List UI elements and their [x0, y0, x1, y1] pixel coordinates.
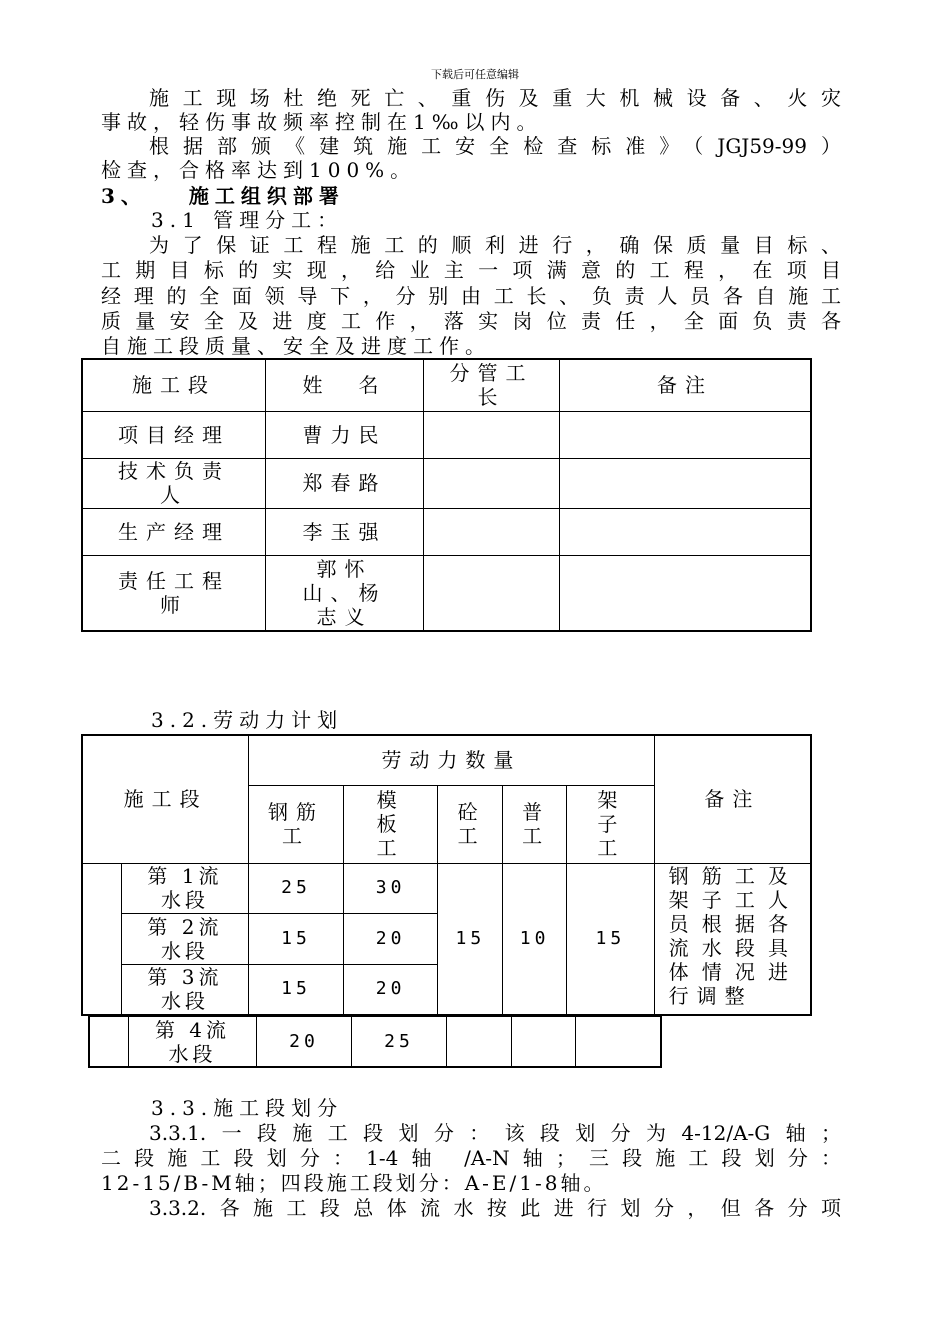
header-foreman: 分管工长: [424, 359, 560, 411]
note-cell: [560, 411, 812, 458]
scaffold-cell: [576, 1016, 662, 1067]
section33-line4: 3.3.2.各施工段总体流水按此进行划分，但各分项: [149, 1196, 841, 1220]
header-note: 备注: [560, 359, 812, 411]
section31-line5: 自施工段质量、安全及进度工作。: [101, 334, 491, 358]
header-scaffold: 架子工: [567, 785, 655, 863]
foreman-cell: [424, 411, 560, 458]
para1-line1: 施工现场杜绝死亡、重伤及重大机械设备、火灾: [149, 86, 841, 110]
name-cell: 曹力民: [266, 411, 424, 458]
formwork-cell: 25: [352, 1016, 447, 1067]
management-table: [81, 358, 812, 632]
header-formwork: 模板工: [343, 785, 438, 863]
role-cell: 项目经理: [82, 411, 266, 458]
formwork-cell: 20: [343, 964, 438, 1015]
role-cell: 技术负责人: [82, 458, 266, 508]
rebar-cell: 15: [249, 964, 344, 1015]
header-general: 普工: [503, 785, 567, 863]
page-header-note: 下载后可任意编辑: [431, 68, 519, 81]
scaffold-cell: 15: [567, 863, 655, 1015]
name-cell: 李玉强: [266, 508, 424, 555]
table-row: [89, 1016, 661, 1067]
general-cell: [512, 1016, 576, 1067]
segment-cell: 第 2流水段: [121, 913, 248, 964]
labor-plan-table: [81, 734, 812, 1016]
section3-title: 3、 施工组织部署: [101, 184, 345, 208]
concrete-cell: [447, 1016, 512, 1067]
note-cell: [560, 508, 812, 555]
header-concrete: 砼工: [438, 785, 503, 863]
name-cell: 郑春路: [266, 458, 424, 508]
section33-title: 3.3.施工段划分: [151, 1096, 344, 1120]
table-row: [82, 863, 811, 913]
header-name: 姓 名: [266, 359, 424, 411]
rebar-cell: 15: [249, 913, 344, 964]
role-cell: 责任工程师: [82, 555, 266, 631]
section33-line2: 二段施工段划分：1-4轴 /A-N轴；三段施工段划分：: [101, 1146, 841, 1170]
segment-cell: 第 4流水段: [129, 1016, 257, 1067]
section33-line1: 3.3.1.一段施工段划分：该段划分为4-12/A-G轴；: [149, 1121, 841, 1145]
table-header-row: [82, 359, 811, 411]
para2-line2: 检查，合格率达到100%。: [101, 158, 417, 182]
table-row: [82, 458, 811, 508]
name-cell: 郭怀山、杨志义: [266, 555, 424, 631]
rebar-cell: 25: [249, 863, 344, 913]
table-row: [82, 508, 811, 555]
labor-plan-table-continued: [88, 1015, 662, 1068]
concrete-cell: 15: [438, 863, 503, 1015]
blank-cell: [82, 863, 121, 1015]
formwork-cell: 20: [343, 913, 438, 964]
role-cell: 生产经理: [82, 508, 266, 555]
header-rebar: 钢筋工: [249, 785, 344, 863]
foreman-cell: [424, 458, 560, 508]
header-note: 备注: [654, 735, 811, 863]
section33-line3: 12-15/B-M轴；四段施工段划分：A-E/1-8轴。: [101, 1171, 607, 1195]
section31-line1: 为了保证工程施工的顺利进行，确保质量目标、: [149, 233, 841, 257]
section32-title: 3.2.劳动力计划: [151, 708, 344, 732]
rebar-cell: 20: [257, 1016, 352, 1067]
segment-cell: 第 1流水段: [121, 863, 248, 913]
section31-line4: 质量安全及进度工作，落实岗位责任，全面负责各: [101, 309, 841, 333]
para2-line1: 根据部颁《建筑施工安全检查标准》（JGJ59-99）: [149, 134, 841, 158]
section31-line3: 经理的全面领导下，分别由工长、负责人员各自施工: [101, 284, 841, 308]
table-header-row: [82, 735, 811, 785]
section31-line2: 工期目标的实现，给业主一项满意的工程，在项目: [101, 258, 841, 282]
header-segment: 施工段: [82, 735, 249, 863]
para1-line2: 事故，轻伤事故频率控制在1‰以内。: [101, 110, 543, 134]
note-cell: [560, 555, 812, 631]
general-cell: 10: [503, 863, 567, 1015]
foreman-cell: [424, 555, 560, 631]
blank-cell: [89, 1016, 129, 1067]
foreman-cell: [424, 508, 560, 555]
section31-title: 3.1 管理分工：: [151, 208, 344, 232]
segment-cell: 第 3流水段: [121, 964, 248, 1015]
note-cell: 钢筋工及架子工人员根据各流水段具体情况进行调整: [654, 863, 811, 1015]
formwork-cell: 30: [343, 863, 438, 913]
note-cell: [560, 458, 812, 508]
table-row: [82, 411, 811, 458]
table-row: [82, 555, 811, 631]
header-labor: 劳动力数量: [249, 735, 655, 785]
header-segment: 施工段: [82, 359, 266, 411]
